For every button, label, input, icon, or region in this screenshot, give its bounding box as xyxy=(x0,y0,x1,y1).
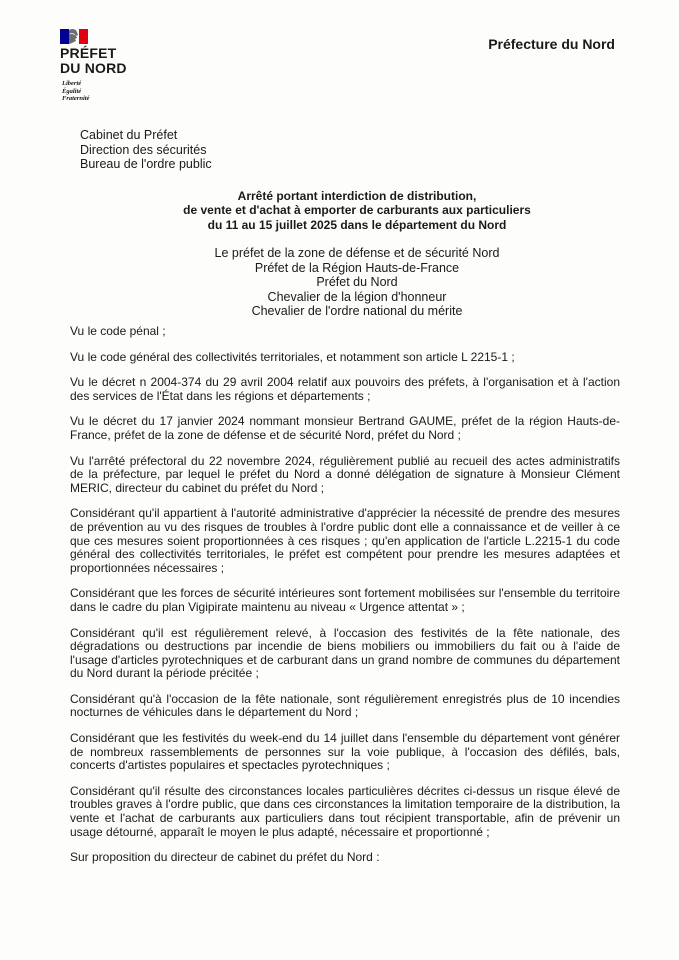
motto-liberte: Liberté xyxy=(62,80,82,87)
motto-egalite: Égalité xyxy=(62,87,82,95)
considerant-paragraph: Considérant que les festivités du week-end du 14 juillet dans l'ensemble du département vont générer de nombreux rassemblements de personnes sur la voie publique, à l'occasion des défilés, bals, concerts d'artistes populaires et spectacles pyrotechniques ; xyxy=(70,731,620,773)
prefet-title-line: Préfet du Nord xyxy=(316,275,398,289)
considerant-paragraph: Considérant qu'il appartient à l'autorité administrative d'apprécier la nécessité de prendre des mesures de prévention au vu des risques de troubles à l'ordre public dont elle a connaissance et de veiller à ce que ces mesures soient proportionnées à ces risques ; qu'en application de l'article L.2215-1 du code général des collectivités territoriales, le préfet est compétent pour prendre les mesures adaptées et proportionnées nécessaires ; xyxy=(70,506,620,575)
visa-paragraph: Vu le décret du 17 janvier 2024 nommant monsieur Bertrand GAUME, préfet de la région Hauts-de-France, préfet de la zone de défense et de sécurité Nord, préfet du Nord ; xyxy=(70,414,620,442)
motto-fraternite: Fraternité xyxy=(62,95,90,102)
proposal-paragraph: Sur proposition du directeur de cabinet du préfet du Nord : xyxy=(70,850,380,865)
marianne-icon xyxy=(60,26,88,44)
service-line: Cabinet du Préfet xyxy=(80,128,178,142)
visa-paragraph: Vu le décret n 2004-374 du 29 avril 2004 relatif aux pouvoirs des préfets, à l'organisation et à l'action des services de l'État dans les régions et départements ; xyxy=(70,375,620,403)
logo-title-line2: DU NORD xyxy=(60,60,127,76)
prefecture-heading: Préfecture du Nord xyxy=(488,36,615,52)
title-line: Arrêté portant interdiction de distribution, xyxy=(237,189,477,203)
issuing-services xyxy=(80,128,212,172)
decree-title xyxy=(60,189,654,232)
logo-title xyxy=(60,46,127,76)
considerant-paragraph: Considérant que les forces de sécurité intérieures sont fortement mobilisées sur l'ensemble du territoire dans le cadre du plan Vigipirate maintenu au niveau « Urgence attentat » ; xyxy=(70,586,620,614)
visa-paragraph: Vu l'arrêté préfectoral du 22 novembre 2024, régulièrement publié au recueil des actes administratifs de la préfecture, par lequel le préfet du Nord a donné délégation de signature à Monsieur Clément MERIC, directeur du cabinet du préfet du Nord ; xyxy=(70,453,620,495)
prefet-titles xyxy=(60,246,654,319)
considerant-paragraph: Considérant qu'à l'occasion de la fête nationale, sont régulièrement enregistrés plus de 10 incendies nocturnes de véhicules dans le département du Nord ; xyxy=(70,691,620,720)
service-line: Direction des sécurités xyxy=(80,142,207,157)
republic-motto xyxy=(62,80,89,103)
considerant-paragraph: Considérant qu'il résulte des circonstances locales particulières décrites ci-dessus un risque élevé de troubles graves à l'ordre public, que dans ces circonstances la limitation temporaire de la distribution, la vente et l'achat de carburants aux particuliers dans tout récipient transportable, afin de prévenir un usage détourné, apparaît le moyen le plus adapté, nécessaire et proportionné ; xyxy=(70,783,620,839)
prefet-title-line: Chevalier de l'ordre national du mérite xyxy=(251,304,463,318)
visa-paragraph: Vu le code général des collectivités territoriales, et notamment son article L 2215-1 ; xyxy=(70,349,515,364)
title-line: du 11 au 15 juillet 2025 dans le département du Nord xyxy=(207,217,507,232)
prefet-title-line: Préfet de la Région Hauts-de-France xyxy=(254,260,460,275)
prefet-title-line: Le préfet de la zone de défense et de sécurité Nord xyxy=(214,246,500,260)
considerant-paragraph: Considérant qu'il est régulièrement relevé, à l'occasion des festivités de la fête nationale, des dégradations ou destructions par incendie de biens mobiliers ou immobiliers du fait ou à l'aide de l'usage d'articles pyrotechniques et de carburant dans un grand nombre de communes du département du Nord durant la période précitée ; xyxy=(70,625,620,681)
title-line: de vente et d'achat à emporter de carburants aux particuliers xyxy=(183,203,531,218)
logo-title-line1: PRÉFET xyxy=(60,45,117,61)
decree-body xyxy=(70,325,620,877)
service-line: Bureau de l'ordre public xyxy=(80,157,212,171)
visa-paragraph: Vu le code pénal ; xyxy=(70,324,166,338)
prefet-title-line: Chevalier de la légion d'honneur xyxy=(267,289,447,304)
